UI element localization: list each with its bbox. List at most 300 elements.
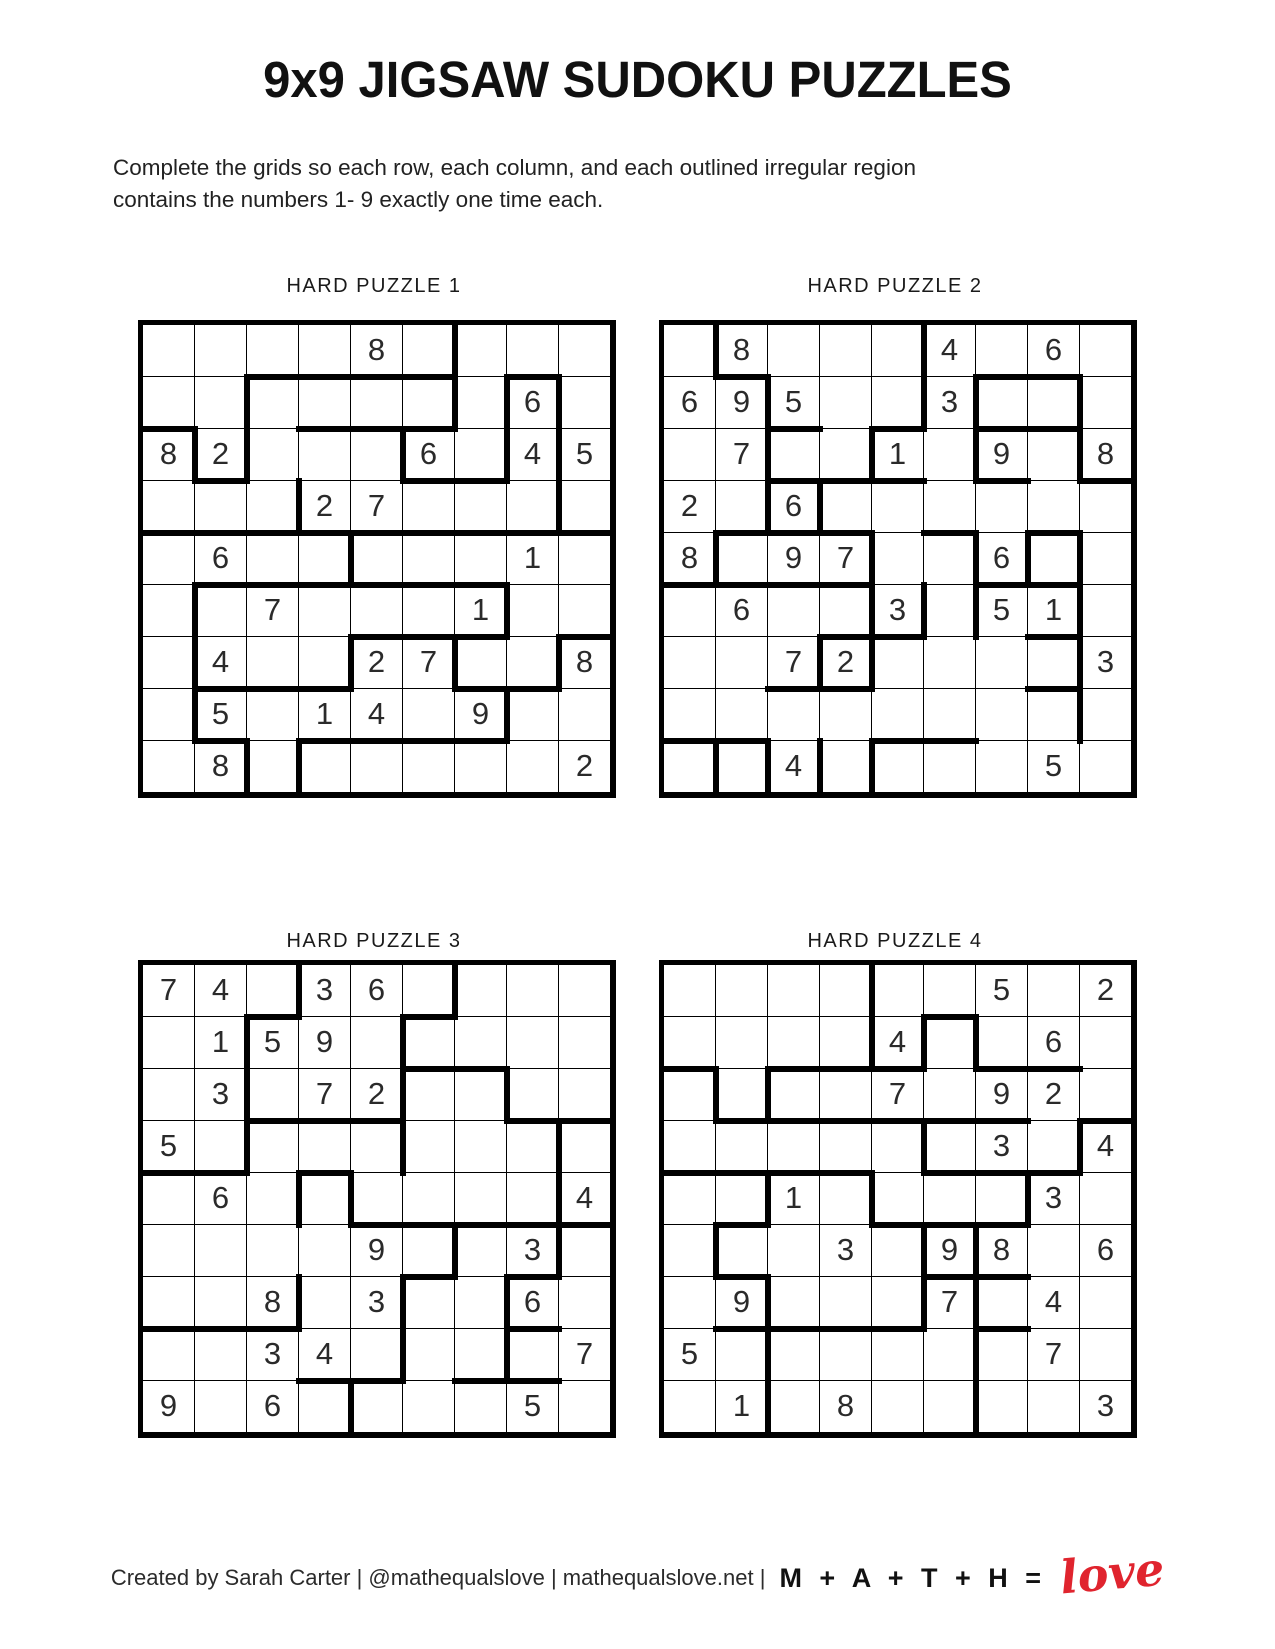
sudoku-cell bbox=[872, 377, 924, 429]
region-border-vertical bbox=[765, 478, 771, 536]
sudoku-cell bbox=[924, 585, 976, 637]
sudoku-cell bbox=[664, 429, 716, 481]
sudoku-cell bbox=[247, 481, 299, 533]
region-border-vertical bbox=[400, 1066, 406, 1124]
sudoku-cell bbox=[872, 481, 924, 533]
region-border-horizontal bbox=[296, 530, 354, 536]
sudoku-cell bbox=[559, 965, 611, 1017]
region-border-horizontal bbox=[713, 738, 771, 744]
region-border-horizontal bbox=[400, 738, 458, 744]
region-border-horizontal bbox=[765, 478, 823, 484]
region-border-vertical bbox=[452, 374, 458, 432]
sudoku-cell: 7 bbox=[924, 1277, 976, 1329]
sudoku-cell bbox=[507, 965, 559, 1017]
region-border-vertical bbox=[869, 962, 875, 1020]
sudoku-cell bbox=[403, 1225, 455, 1277]
region-border-horizontal bbox=[869, 1326, 927, 1332]
sudoku-cell bbox=[768, 1277, 820, 1329]
sudoku-cell bbox=[559, 1225, 611, 1277]
sudoku-cell bbox=[976, 325, 1028, 377]
region-border-vertical bbox=[1077, 426, 1083, 484]
sudoku-cell bbox=[1080, 1069, 1132, 1121]
sudoku-cell bbox=[820, 689, 872, 741]
sudoku-cell bbox=[299, 741, 351, 793]
sudoku-cell bbox=[143, 1017, 195, 1069]
sudoku-cell bbox=[247, 533, 299, 585]
sudoku-cell bbox=[820, 1277, 872, 1329]
region-border-horizontal bbox=[244, 374, 302, 380]
region-border-horizontal bbox=[713, 582, 771, 588]
sudoku-cell bbox=[664, 1277, 716, 1329]
sudoku-cell bbox=[1028, 689, 1080, 741]
sudoku-cell: 9 bbox=[716, 377, 768, 429]
sudoku-cell bbox=[143, 1329, 195, 1381]
sudoku-cell bbox=[716, 689, 768, 741]
region-border-vertical bbox=[296, 478, 302, 536]
region-border-horizontal bbox=[1025, 1066, 1083, 1072]
region-border-vertical bbox=[973, 1222, 979, 1280]
sudoku-cell bbox=[664, 637, 716, 689]
sudoku-cell: 4 bbox=[1028, 1277, 1080, 1329]
region-border-horizontal bbox=[869, 1222, 927, 1228]
region-border-horizontal bbox=[452, 738, 510, 744]
sudoku-cell bbox=[976, 637, 1028, 689]
instructions bbox=[113, 152, 1173, 216]
region-border-horizontal bbox=[1025, 374, 1083, 380]
region-border-vertical bbox=[504, 1326, 510, 1384]
sudoku-cell: 2 bbox=[299, 481, 351, 533]
sudoku-cell bbox=[403, 965, 455, 1017]
region-border-horizontal bbox=[244, 582, 302, 588]
region-border-horizontal bbox=[400, 582, 458, 588]
region-border-vertical bbox=[869, 738, 875, 796]
region-border-horizontal bbox=[348, 1118, 406, 1124]
region-border-vertical bbox=[973, 1014, 979, 1072]
region-border-vertical bbox=[452, 1222, 458, 1280]
region-border-horizontal bbox=[348, 1222, 406, 1228]
sudoku-cell: 4 bbox=[559, 1173, 611, 1225]
sudoku-cell bbox=[559, 1017, 611, 1069]
sudoku-cell: 8 bbox=[976, 1225, 1028, 1277]
region-border-horizontal bbox=[504, 374, 562, 380]
region-border-vertical bbox=[192, 686, 198, 744]
sudoku-cell bbox=[872, 741, 924, 793]
sudoku-cell bbox=[820, 325, 872, 377]
sudoku-cell: 3 bbox=[1080, 1381, 1132, 1433]
sudoku-cell bbox=[455, 377, 507, 429]
region-border-vertical bbox=[556, 374, 562, 432]
region-border-horizontal bbox=[348, 582, 406, 588]
sudoku-cell bbox=[1080, 481, 1132, 533]
sudoku-cell bbox=[820, 1069, 872, 1121]
region-border-horizontal bbox=[869, 1066, 927, 1072]
sudoku-cell: 2 bbox=[820, 637, 872, 689]
sudoku-cell: 7 bbox=[143, 965, 195, 1017]
sudoku-cell: 9 bbox=[924, 1225, 976, 1277]
sudoku-cell bbox=[299, 377, 351, 429]
sudoku-cell: 5 bbox=[247, 1017, 299, 1069]
sudoku-cell bbox=[247, 741, 299, 793]
region-border-horizontal bbox=[504, 1378, 562, 1384]
sudoku-cell: 6 bbox=[507, 377, 559, 429]
sudoku-cell bbox=[976, 741, 1028, 793]
region-border-horizontal bbox=[452, 634, 510, 640]
sudoku-cell: 6 bbox=[1028, 1017, 1080, 1069]
sudoku-cell bbox=[143, 533, 195, 585]
sudoku-cell: 4 bbox=[768, 741, 820, 793]
sudoku-cell bbox=[299, 1381, 351, 1433]
region-border-horizontal bbox=[1025, 634, 1083, 640]
sudoku-cell: 6 bbox=[1080, 1225, 1132, 1277]
sudoku-cell: 4 bbox=[299, 1329, 351, 1381]
footer-credit-line: Created by Sarah Carter | @mathequalslove | mathequalslove.net | bbox=[110, 1565, 766, 1590]
region-border-horizontal bbox=[296, 374, 354, 380]
sudoku-cell bbox=[143, 377, 195, 429]
sudoku-cell bbox=[559, 1277, 611, 1329]
sudoku-cell bbox=[664, 1381, 716, 1433]
sudoku-cell bbox=[455, 481, 507, 533]
region-border-vertical bbox=[556, 478, 562, 536]
sudoku-cell: 3 bbox=[299, 965, 351, 1017]
region-border-horizontal bbox=[765, 530, 823, 536]
sudoku-cell bbox=[1028, 1225, 1080, 1277]
sudoku-cell: 7 bbox=[716, 429, 768, 481]
sudoku-cell: 6 bbox=[768, 481, 820, 533]
region-border-horizontal bbox=[921, 738, 979, 744]
sudoku-cell bbox=[455, 533, 507, 585]
sudoku-cell bbox=[299, 325, 351, 377]
region-border-horizontal bbox=[973, 582, 1031, 588]
sudoku-cell bbox=[664, 1173, 716, 1225]
sudoku-cell bbox=[716, 637, 768, 689]
sudoku-cell: 5 bbox=[976, 585, 1028, 637]
sudoku-cell: 1 bbox=[768, 1173, 820, 1225]
sudoku-cell bbox=[455, 429, 507, 481]
region-border-vertical bbox=[244, 1014, 250, 1072]
sudoku-cell bbox=[247, 1069, 299, 1121]
sudoku-cell: 8 bbox=[820, 1381, 872, 1433]
sudoku-cell bbox=[195, 325, 247, 377]
page-title: 9x9 JIGSAW SUDOKU PUZZLES bbox=[263, 51, 1012, 109]
sudoku-cell bbox=[195, 1225, 247, 1277]
sudoku-cell bbox=[872, 965, 924, 1017]
region-border-vertical bbox=[713, 738, 719, 796]
sudoku-cell: 7 bbox=[820, 533, 872, 585]
sudoku-cell bbox=[716, 533, 768, 585]
sudoku-cell bbox=[247, 1121, 299, 1173]
region-border-horizontal bbox=[296, 738, 354, 744]
sudoku-cell bbox=[872, 1121, 924, 1173]
sudoku-cell: 2 bbox=[664, 481, 716, 533]
sudoku-cell bbox=[195, 481, 247, 533]
region-border-vertical bbox=[192, 582, 198, 640]
region-border-horizontal bbox=[973, 1066, 1031, 1072]
region-border-vertical bbox=[1077, 686, 1083, 744]
sudoku-cell bbox=[507, 689, 559, 741]
sudoku-cell: 3 bbox=[924, 377, 976, 429]
sudoku-cell: 9 bbox=[299, 1017, 351, 1069]
puzzle-2-label: HARD PUZZLE 2 bbox=[807, 275, 983, 297]
sudoku-cell bbox=[403, 1069, 455, 1121]
sudoku-cell bbox=[455, 1121, 507, 1173]
region-border-vertical bbox=[765, 426, 771, 484]
sudoku-cell bbox=[820, 585, 872, 637]
region-border-horizontal bbox=[556, 634, 614, 640]
sudoku-cell: 9 bbox=[768, 533, 820, 585]
sudoku-cell bbox=[143, 1225, 195, 1277]
region-border-horizontal bbox=[817, 1170, 875, 1176]
sudoku-cell bbox=[299, 585, 351, 637]
sudoku-cell bbox=[195, 377, 247, 429]
sudoku-cell: 1 bbox=[299, 689, 351, 741]
region-border-vertical bbox=[504, 426, 510, 484]
region-border-horizontal bbox=[765, 1326, 823, 1332]
region-border-horizontal bbox=[973, 478, 1031, 484]
sudoku-cell: 1 bbox=[507, 533, 559, 585]
region-border-vertical bbox=[556, 634, 562, 692]
sudoku-cell bbox=[507, 1173, 559, 1225]
sudoku-cell bbox=[924, 741, 976, 793]
region-border-horizontal bbox=[348, 374, 406, 380]
region-border-horizontal bbox=[140, 530, 198, 536]
region-border-vertical bbox=[296, 1274, 302, 1332]
region-border-vertical bbox=[765, 374, 771, 432]
region-border-vertical bbox=[556, 1222, 562, 1280]
region-border-vertical bbox=[400, 1326, 406, 1384]
region-border-horizontal bbox=[192, 738, 250, 744]
region-border-horizontal bbox=[452, 582, 510, 588]
region-border-horizontal bbox=[661, 738, 719, 744]
sudoku-cell: 5 bbox=[1028, 741, 1080, 793]
sudoku-cell: 4 bbox=[872, 1017, 924, 1069]
sudoku-cell bbox=[403, 689, 455, 741]
sudoku-cell: 8 bbox=[143, 429, 195, 481]
sudoku-cell: 5 bbox=[195, 689, 247, 741]
sudoku-cell bbox=[559, 1069, 611, 1121]
sudoku-cell bbox=[247, 965, 299, 1017]
region-border-horizontal bbox=[817, 582, 875, 588]
region-border-horizontal bbox=[869, 426, 927, 432]
sudoku-cell: 9 bbox=[976, 429, 1028, 481]
sudoku-cell bbox=[976, 377, 1028, 429]
sudoku-cell: 2 bbox=[351, 637, 403, 689]
sudoku-cell bbox=[1028, 965, 1080, 1017]
sudoku-cell: 8 bbox=[716, 325, 768, 377]
sudoku-cell bbox=[1080, 325, 1132, 377]
region-border-vertical bbox=[765, 1066, 771, 1124]
region-border-horizontal bbox=[504, 530, 562, 536]
region-border-horizontal bbox=[296, 1170, 354, 1176]
sudoku-cell bbox=[299, 533, 351, 585]
sudoku-cell: 2 bbox=[1080, 965, 1132, 1017]
region-border-horizontal bbox=[661, 1066, 719, 1072]
region-border-horizontal bbox=[244, 1326, 302, 1332]
region-border-horizontal bbox=[713, 1222, 771, 1228]
region-border-vertical bbox=[921, 1118, 927, 1176]
sudoku-cell: 7 bbox=[403, 637, 455, 689]
region-border-horizontal bbox=[400, 530, 458, 536]
region-border-horizontal bbox=[817, 530, 875, 536]
sudoku-cell: 1 bbox=[872, 429, 924, 481]
sudoku-cell bbox=[1028, 1121, 1080, 1173]
sudoku-cell: 2 bbox=[559, 741, 611, 793]
region-border-vertical bbox=[973, 1274, 979, 1332]
region-border-vertical bbox=[556, 1118, 562, 1176]
region-border-horizontal bbox=[713, 1274, 771, 1280]
sudoku-cell bbox=[664, 1121, 716, 1173]
sudoku-cell bbox=[403, 325, 455, 377]
sudoku-cell: 4 bbox=[1080, 1121, 1132, 1173]
sudoku-cell: 5 bbox=[664, 1329, 716, 1381]
region-border-vertical bbox=[504, 582, 510, 640]
region-border-vertical bbox=[1025, 1170, 1031, 1228]
sudoku-cell bbox=[872, 325, 924, 377]
region-border-horizontal bbox=[765, 1066, 823, 1072]
sudoku-cell bbox=[559, 689, 611, 741]
sudoku-cell bbox=[716, 1329, 768, 1381]
sudoku-cell bbox=[664, 1017, 716, 1069]
sudoku-cell bbox=[872, 637, 924, 689]
region-border-vertical bbox=[973, 374, 979, 432]
sudoku-cell bbox=[455, 965, 507, 1017]
region-border-horizontal bbox=[244, 1014, 302, 1020]
sudoku-cell bbox=[976, 1017, 1028, 1069]
region-border-vertical bbox=[765, 1274, 771, 1332]
sudoku-cell: 6 bbox=[247, 1381, 299, 1433]
region-border-vertical bbox=[921, 374, 927, 432]
sudoku-cell: 9 bbox=[976, 1069, 1028, 1121]
region-border-horizontal bbox=[452, 1222, 510, 1228]
sudoku-cell bbox=[351, 533, 403, 585]
sudoku-grid-1 bbox=[138, 320, 616, 798]
sudoku-cell: 2 bbox=[351, 1069, 403, 1121]
sudoku-cell bbox=[195, 1381, 247, 1433]
sudoku-cell: 6 bbox=[195, 533, 247, 585]
region-border-vertical bbox=[713, 530, 719, 588]
sudoku-cell bbox=[716, 741, 768, 793]
region-border-vertical bbox=[1077, 582, 1083, 640]
sudoku-cell bbox=[247, 689, 299, 741]
sudoku-cell: 3 bbox=[351, 1277, 403, 1329]
region-border-vertical bbox=[713, 322, 719, 380]
region-border-vertical bbox=[400, 1274, 406, 1332]
sudoku-cell bbox=[768, 429, 820, 481]
sudoku-cell bbox=[143, 1173, 195, 1225]
sudoku-cell bbox=[143, 481, 195, 533]
sudoku-cell bbox=[143, 741, 195, 793]
sudoku-grid-2 bbox=[659, 320, 1137, 798]
region-border-horizontal bbox=[400, 478, 458, 484]
sudoku-cell: 1 bbox=[716, 1381, 768, 1433]
sudoku-cell bbox=[403, 1173, 455, 1225]
sudoku-cell bbox=[559, 533, 611, 585]
sudoku-cell bbox=[820, 1173, 872, 1225]
sudoku-cell: 7 bbox=[768, 637, 820, 689]
sudoku-cell bbox=[1080, 689, 1132, 741]
region-border-horizontal bbox=[817, 1118, 875, 1124]
sudoku-cell bbox=[768, 689, 820, 741]
sudoku-cell bbox=[924, 1329, 976, 1381]
region-border-horizontal bbox=[869, 478, 927, 484]
region-border-vertical bbox=[921, 322, 927, 380]
region-border-horizontal bbox=[1025, 686, 1083, 692]
region-border-horizontal bbox=[452, 1378, 510, 1384]
region-border-vertical bbox=[973, 582, 979, 640]
sudoku-cell bbox=[299, 1173, 351, 1225]
region-border-horizontal bbox=[765, 582, 823, 588]
region-border-horizontal bbox=[504, 1222, 562, 1228]
puzzle-4-label: HARD PUZZLE 4 bbox=[807, 930, 983, 952]
region-border-vertical bbox=[869, 426, 875, 484]
sudoku-cell bbox=[768, 1381, 820, 1433]
sudoku-cell bbox=[768, 325, 820, 377]
region-border-horizontal bbox=[504, 1118, 562, 1124]
sudoku-cell: 5 bbox=[976, 965, 1028, 1017]
sudoku-cell bbox=[820, 429, 872, 481]
region-border-vertical bbox=[1077, 634, 1083, 692]
region-border-vertical bbox=[348, 634, 354, 692]
sudoku-cell bbox=[559, 1121, 611, 1173]
region-border-horizontal bbox=[400, 634, 458, 640]
region-border-vertical bbox=[817, 634, 823, 692]
sudoku-cell bbox=[716, 965, 768, 1017]
sudoku-cell bbox=[1080, 1173, 1132, 1225]
sudoku-cell bbox=[1080, 1017, 1132, 1069]
region-border-horizontal bbox=[400, 1066, 458, 1072]
region-border-horizontal bbox=[921, 1014, 979, 1020]
region-border-vertical bbox=[869, 634, 875, 692]
sudoku-cell: 7 bbox=[351, 481, 403, 533]
region-border-horizontal bbox=[400, 1014, 458, 1020]
sudoku-cell bbox=[403, 1329, 455, 1381]
sudoku-cell: 7 bbox=[1028, 1329, 1080, 1381]
sudoku-cell bbox=[768, 1069, 820, 1121]
sudoku-cell bbox=[924, 481, 976, 533]
region-border-vertical bbox=[973, 1378, 979, 1436]
sudoku-cell bbox=[768, 1017, 820, 1069]
sudoku-cell bbox=[143, 689, 195, 741]
region-border-vertical bbox=[244, 738, 250, 796]
sudoku-cell bbox=[924, 1381, 976, 1433]
sudoku-cell bbox=[403, 533, 455, 585]
sudoku-cell bbox=[820, 741, 872, 793]
sudoku-cell: 9 bbox=[716, 1277, 768, 1329]
sudoku-cell: 2 bbox=[1028, 1069, 1080, 1121]
sudoku-cell: 6 bbox=[195, 1173, 247, 1225]
sudoku-cell: 9 bbox=[143, 1381, 195, 1433]
sudoku-cell: 8 bbox=[1080, 429, 1132, 481]
region-border-vertical bbox=[556, 426, 562, 484]
sudoku-cell: 4 bbox=[195, 965, 247, 1017]
region-border-horizontal bbox=[244, 530, 302, 536]
sudoku-cell bbox=[455, 1381, 507, 1433]
region-border-horizontal bbox=[765, 1170, 823, 1176]
sudoku-cell bbox=[976, 689, 1028, 741]
sudoku-cell bbox=[1028, 1381, 1080, 1433]
sudoku-cell bbox=[455, 1069, 507, 1121]
region-border-vertical bbox=[400, 1014, 406, 1072]
region-border-horizontal bbox=[348, 530, 406, 536]
sudoku-cell bbox=[924, 533, 976, 585]
region-border-horizontal bbox=[973, 1274, 1031, 1280]
sudoku-cell bbox=[351, 1121, 403, 1173]
sudoku-cell bbox=[455, 1017, 507, 1069]
sudoku-cell bbox=[403, 1277, 455, 1329]
sudoku-cell bbox=[976, 1173, 1028, 1225]
sudoku-cell: 6 bbox=[403, 429, 455, 481]
sudoku-cell: 4 bbox=[351, 689, 403, 741]
sudoku-cell bbox=[924, 1069, 976, 1121]
